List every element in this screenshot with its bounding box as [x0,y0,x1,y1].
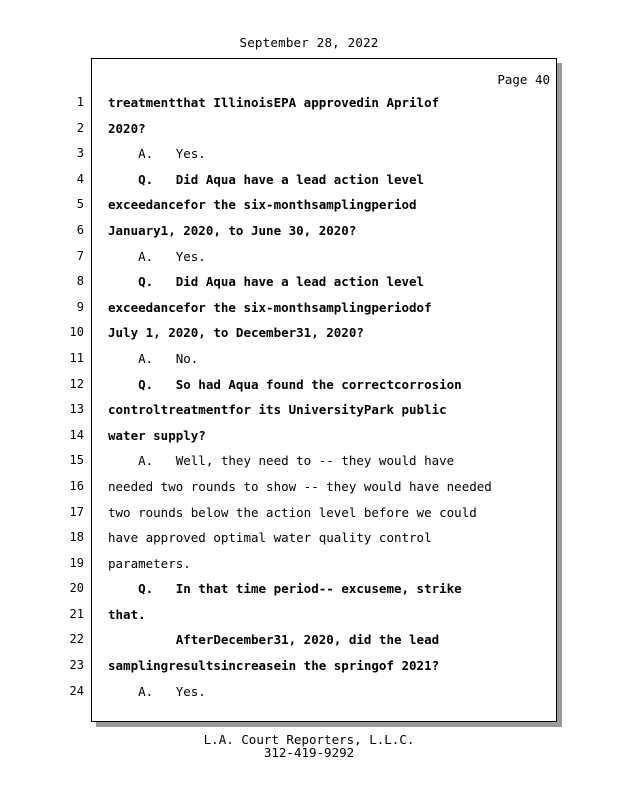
line-number: 12 [69,376,84,391]
line-number: 21 [69,606,84,621]
line-number: 17 [69,504,84,519]
transcript-line: January1, 2020, to June 30, 2020? [108,222,357,238]
transcript-line: Q. Did Aqua have a lead action level [108,274,425,290]
reporter-company: L.A. Court Reporters, L.L.C. [203,732,415,747]
transcript-line: controltreatmentfor its UniversityPark public [108,402,447,418]
transcript-line: AfterDecember31, 2020, did the lead [108,632,440,648]
transcript-line: A. Yes. [108,683,206,699]
line-number: 8 [76,274,84,289]
line-number: 2 [76,120,84,135]
line-number: 4 [76,171,84,186]
line-number-column [60,90,84,704]
line-number: 24 [69,683,84,698]
transcript-date: September 28, 2022 [239,35,379,50]
line-number: 19 [69,555,84,570]
transcript-line: have approved optimal water quality control [108,530,432,546]
line-number: 23 [69,658,84,673]
line-number: 16 [69,478,84,493]
transcript-line: needed two rounds to show -- they would have needed [108,478,492,494]
line-number: 3 [76,146,84,161]
line-number: 20 [69,581,84,596]
transcript-line: that. [108,606,146,622]
transcript-line: A. Yes. [108,146,206,162]
transcript-line: Q. Did Aqua have a lead action level [108,171,425,187]
page-number: Page 40 [497,72,550,87]
line-number: 7 [76,248,84,263]
line-number: 6 [76,222,84,237]
transcript-line: samplingresultsincreasein the springof 2021? [108,658,440,674]
transcript-line: parameters. [108,555,191,571]
line-number: 15 [69,453,84,468]
transcript-line: two rounds below the action level before we could [108,504,477,520]
line-number: 1 [76,95,84,109]
transcript-line: Q. So had Aqua found the correctcorrosion [108,376,462,392]
reporter-phone: 312-419-9292 [263,745,355,760]
transcript-line: A. Yes. [108,248,206,264]
transcript-line: water supply? [108,427,206,443]
transcript-line: A. Well, they need to -- they would have [108,453,455,469]
transcript-line: July 1, 2020, to December31, 2020? [108,325,364,341]
transcript-line: treatmentthat IllinoisEPA approvedin Aprilof [108,95,440,110]
line-number: 13 [69,402,84,417]
transcript-line: exceedancefor the six-monthsamplingperiodof [108,299,432,315]
transcript-line: exceedancefor the six-monthsamplingperiod [108,197,417,213]
transcript-line: A. No. [108,350,199,366]
line-number: 18 [69,530,84,545]
line-number: 14 [69,427,84,442]
line-number: 5 [76,197,84,212]
line-number: 10 [69,325,84,340]
transcript-line: Q. In that time period-- excuseme, strike [108,581,462,597]
footer [0,733,618,759]
line-number: 9 [76,299,84,314]
line-number: 22 [69,632,84,647]
transcript-text [108,90,548,704]
transcript-line: 2020? [108,120,146,136]
line-number: 11 [69,350,84,365]
